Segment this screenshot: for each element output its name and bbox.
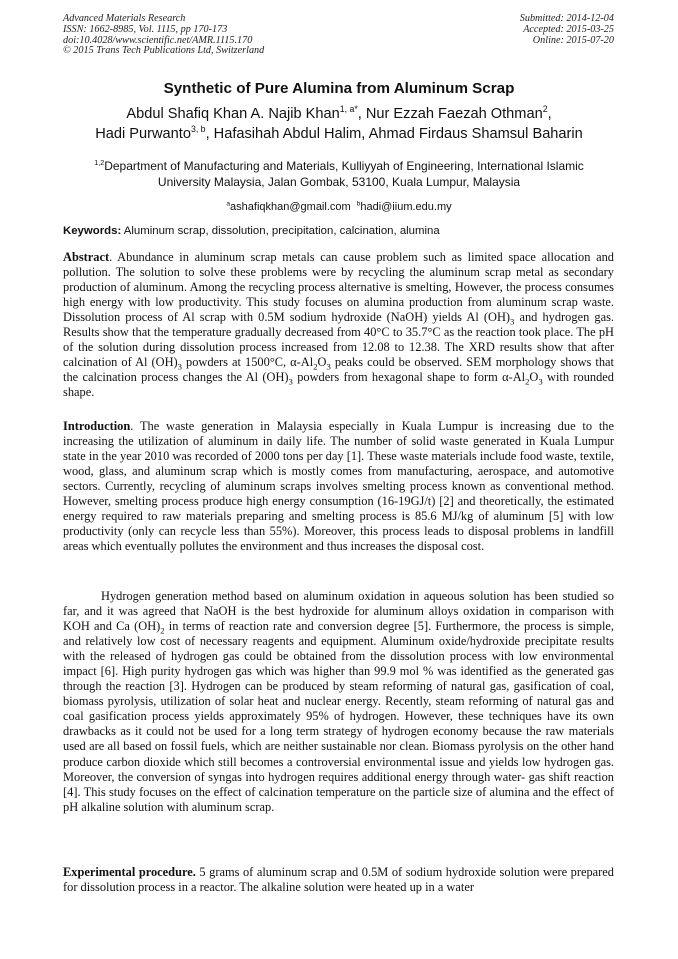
abstract-text: O [317,355,327,370]
abstract [63,250,614,400]
journal-copyright: © 2015 Trans Tech Publications Ltd, Switzerland [63,45,265,57]
keywords [63,225,623,237]
subscript: 2 [313,361,318,372]
introduction-label: Introduction [63,419,131,433]
subscript: 3 [326,361,331,372]
subscript: 2 [160,625,165,636]
affiliation-superscript: 1,2 [94,158,105,167]
author-superscript: 1, a* [339,104,358,115]
paragraph-text: Hydrogen generation method based on aluminum oxidation in aqueous solution has been studied so far, and it was agreed that NaOH is the best hydroxide for aluminum alloys oxidation in comparison with KOH and Ca (OH) [63,589,614,634]
journal-issn: ISSN: 1662-8985, Vol. 1115, pp 170-173 [63,23,228,35]
submission-dates [520,14,614,46]
introduction-section [63,419,614,554]
journal-doi: doi:10.4028/www.scientific.net/AMR.1115.170 [63,34,253,46]
experimental-section [63,865,614,895]
subscript: 3 [538,376,543,387]
online-date: Online: 2015-07-20 [532,34,614,46]
paper-title: Synthetic of Pure Alumina from Aluminum Scrap [163,80,515,97]
subscript: 3 [177,361,182,372]
author-name: Abdul Shafiq Khan A. Najib Khan [126,106,340,122]
affiliation-line: University Malaysia, Jalan Gombak, 53100, Kuala Lumpur, Malaysia [157,175,521,189]
abstract-text: with rounded shape. [63,370,614,400]
email-superscript: b [356,200,361,208]
keywords-text: Aluminum scrap, dissolution, precipitation, calcination, alumina [123,225,440,237]
journal-name: Advanced Materials Research [63,13,186,24]
introduction-text: . The waste generation in Malaysia especially in Kuala Lumpur is increasing due to the increasing the utilization of aluminum in daily life. The number of solid waste generated in Kuala Lumpur state in the year 2010 was recorded of 2000 tons per day [1]. These waste materials include food waste, textile, wood, glass, and aluminum scrap which is mostly comes from manufacturing, aerospace, and automotive sectors. Currently, recycling of aluminum scraps involves smelting process known as conventional method. However, smelting process produce high energy consumption (16-19GJ/t) [2] and theoretically, the estimated energy required to raw materials preparing and smelting process is 85.6 MJ/kg of aluminum [5] with low productivity (only can recycle less than 55%). Moreover, this process leads to disposal problems in landfill areas which eventually pollutes the environment and thus increases the disposal cost. [63,419,614,554]
email-link[interactable]: hadi@iium.edu.my [360,201,452,213]
keywords-label: Keywords: [63,225,122,237]
author-name: Hadi Purwanto [95,126,191,142]
abstract-label: Abstract [63,250,110,264]
abstract-text: powders at 1500°C, α-Al [181,355,314,370]
author-list: Abdul Shafiq Khan A. Najib Khan$^{1, a*}$, Nur Ezzah Faezah Othman$^2$, Hadi Purwanto$^{3, b}$, Hafasihah Abdul Halim, Ahmad Firdaus Shamsul Baharin [95,104,583,142]
author-name: Nur Ezzah Faezah Othman [365,106,543,122]
subscript: 3 [510,316,515,327]
journal-info [63,14,264,57]
email-superscript: a [226,200,231,208]
author-names-rest: Hafasihah Abdul Halim, Ahmad Firdaus Shamsul Baharin [213,126,583,142]
paragraph-text: in terms of reaction rate and conversion degree [5]. Furthermore, the process is simple, and relatively low cost of necessary reagents and equipment. Aluminum oxide/hydroxide precipitate results with the released of hydrogen gas could be obtained from the dissolution process with low environmental impact [6]. High purity hydrogen gas which was higher than 99.9 mol % was identified as the generated gas through the reaction [3]. Hydrogen can be produced by steam reforming of natural gas, gasification of coal, biomass pyrolysis, utilization of solar heat and nuclear energy. Recently, steam reforming of natural gas and coal gasification process yields approximately 95% of hydrogen. However, these techniques have its own drawbacks as it could not be used for a long term strategy of hydrogen economy because the raw materials used are all based on fossil fuels, which are neither sustainable nor clean. Biomass pyrolysis on the other hand produce carbon dioxide which still becomes a controversial environmental issue and yields low hydrogen gas. Moreover, the conversion of syngas into hydrogen requires additional energy through water- gas shift reaction [4]. This study focuses on the effect of calcination temperature on the particle size of alumina and the effect of pH alkaline solution with aluminum scrap. [63,619,614,814]
abstract-text: powders from hexagonal shape to form α-Al [292,370,526,385]
affiliation [0,158,678,190]
accepted-date: Accepted: 2015-03-25 [523,23,614,35]
author-superscript: 3, b [190,124,206,135]
subscript: 2 [525,376,530,387]
body-paragraph [63,589,614,815]
submitted-date: Submitted: 2014-12-04 [519,13,614,24]
author-emails [0,201,678,213]
experimental-label: Experimental procedure. [63,865,196,879]
subscript: 3 [288,376,293,387]
author-superscript: 2 [542,104,548,115]
affiliation-line: Department of Manufacturing and Materials, Kulliyyah of Engineering, International Islamic [104,159,584,173]
abstract-text: peaks could be observed. SEM morphology shows that the calcination process changes the Al (OH) [63,355,615,385]
experimental-text: 5 grams of aluminum scrap and 0.5M of sodium hydroxide solution were prepared for dissolution process in a reactor. The alkaline solution were heated up in a water [63,865,614,895]
abstract-text: . Abundance in aluminum scrap metals can cause problem such as limited space allocation and pollution. The solution to solve these problems were by recycling the aluminum scrap metal as secondary production of aluminum. Among the recycling process alternative is smelting, However, the process consumes high energy with low productivity. This study focuses on alumina production from aluminum scrap waste. Dissolution process of Al scrap with 0.5M sodium hydroxide (NaOH) yields Al (OH) [63,250,614,325]
abstract-text: and hydrogen gas. Results show that the temperature gradually decreased from 40°C to 35.7°C as the reaction took place. The pH of the solution during dissolution process increased from 12.08 to 12.38. The XRD results show that after calcination of Al (OH) [63,310,614,370]
email-link[interactable]: ashafiqkhan@gmail.com [230,201,351,213]
abstract-text: O [529,370,539,385]
